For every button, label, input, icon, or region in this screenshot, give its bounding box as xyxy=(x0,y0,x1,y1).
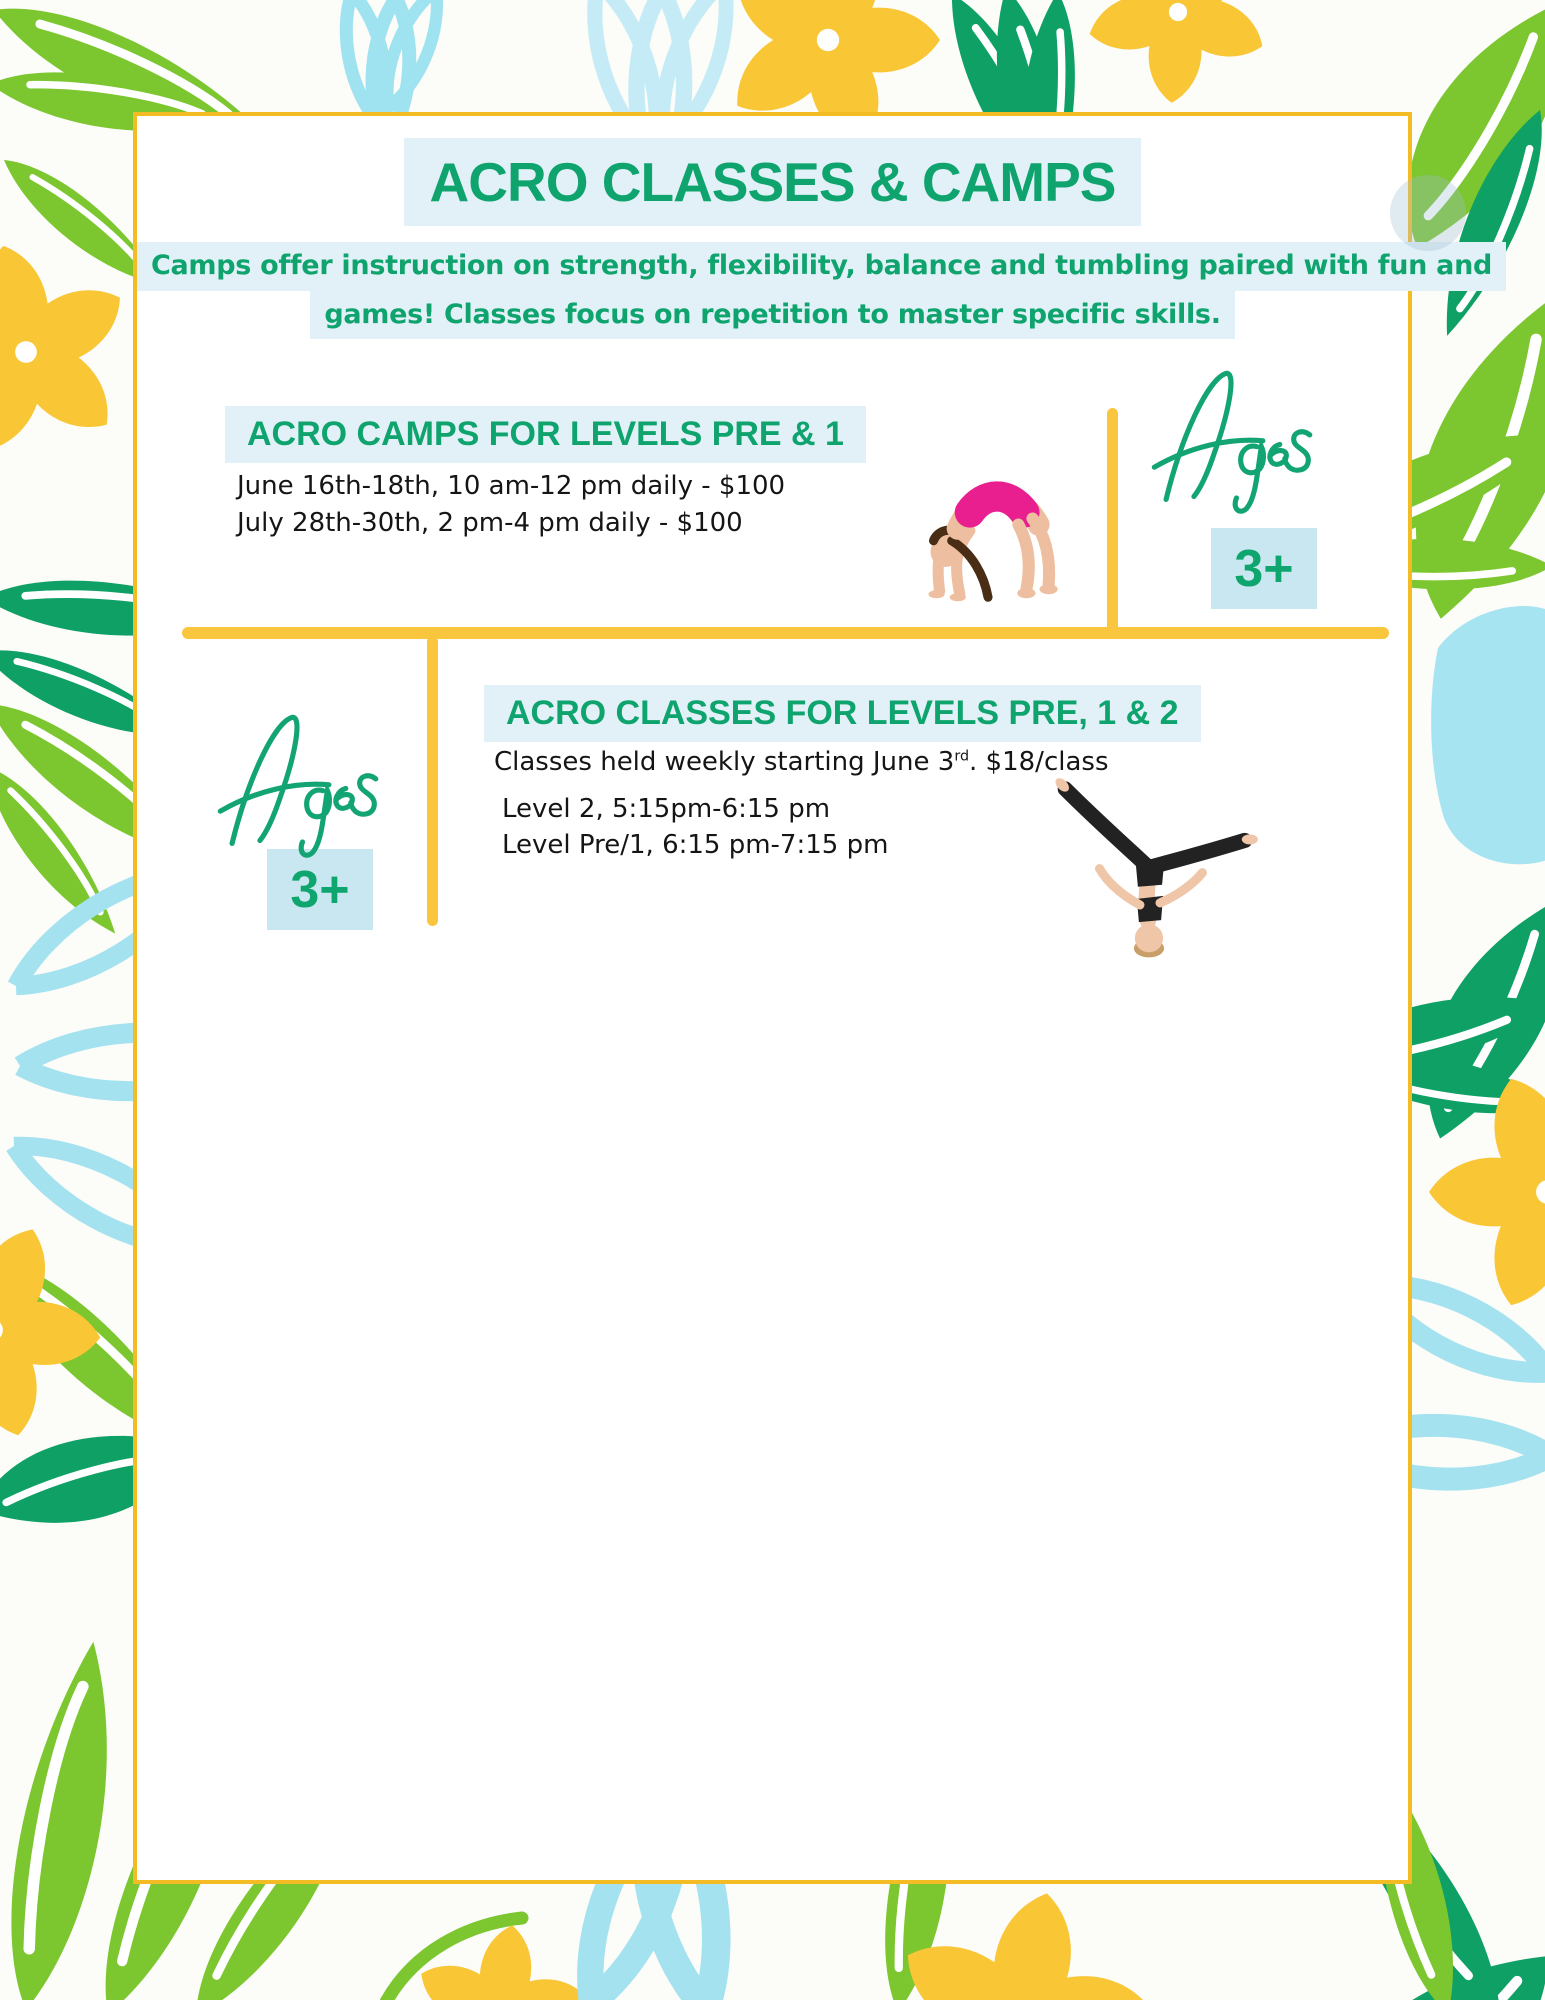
class-time-list xyxy=(502,792,888,864)
camps-section-heading: ACRO CAMPS FOR LEVELS PRE & 1 xyxy=(225,406,866,463)
gymnast-bridge-photo xyxy=(877,428,1089,608)
intro-line-1: Camps offer instruction on strength, flexibility, balance and tumbling paired with fun and xyxy=(137,242,1506,291)
content-panel-frame xyxy=(133,112,1493,1884)
ages-label-text xyxy=(137,116,138,117)
decor-right-blue-blob xyxy=(1431,606,1545,864)
vertical-divider-1 xyxy=(1107,408,1118,634)
ages-value: 3+ xyxy=(290,860,350,919)
ages-script-word xyxy=(1147,358,1323,528)
classes-intro-ordinal: rd xyxy=(954,748,970,765)
vertical-divider-2 xyxy=(427,636,438,926)
camp-session-line: July 28th-30th, 2 pm-4 pm daily - $100 xyxy=(237,507,743,538)
horizontal-divider xyxy=(182,627,1389,639)
classes-intro-post: . $18/class xyxy=(969,747,1109,777)
ages-value: 3+ xyxy=(1234,539,1294,598)
camps-session-list xyxy=(237,468,785,542)
camp-session-line: June 16th-18th, 10 am-12 pm daily - $100 xyxy=(237,471,786,501)
ages-badge xyxy=(1211,528,1317,609)
class-time-line: Level 2, 5:15pm-6:15 pm xyxy=(502,794,831,824)
ages-label-text xyxy=(137,116,138,117)
gymnast-inverted-split-photo xyxy=(1035,740,1267,964)
classes-intro-line xyxy=(494,747,1109,777)
classes-section-heading: ACRO CLASSES FOR LEVELS PRE, 1 & 2 xyxy=(484,685,1201,742)
intro-text xyxy=(137,242,1493,339)
page-title: ACRO CLASSES & CAMPS xyxy=(404,138,1142,226)
ages-script-word xyxy=(213,702,389,872)
class-time-line: Level Pre/1, 6:15 pm-7:15 pm xyxy=(502,829,889,860)
translucent-circle-accent xyxy=(1390,175,1466,251)
intro-line-2: games! Classes focus on repetition to master specific skills. xyxy=(310,291,1234,340)
classes-intro-pre: Classes held weekly starting June 3 xyxy=(494,747,955,777)
